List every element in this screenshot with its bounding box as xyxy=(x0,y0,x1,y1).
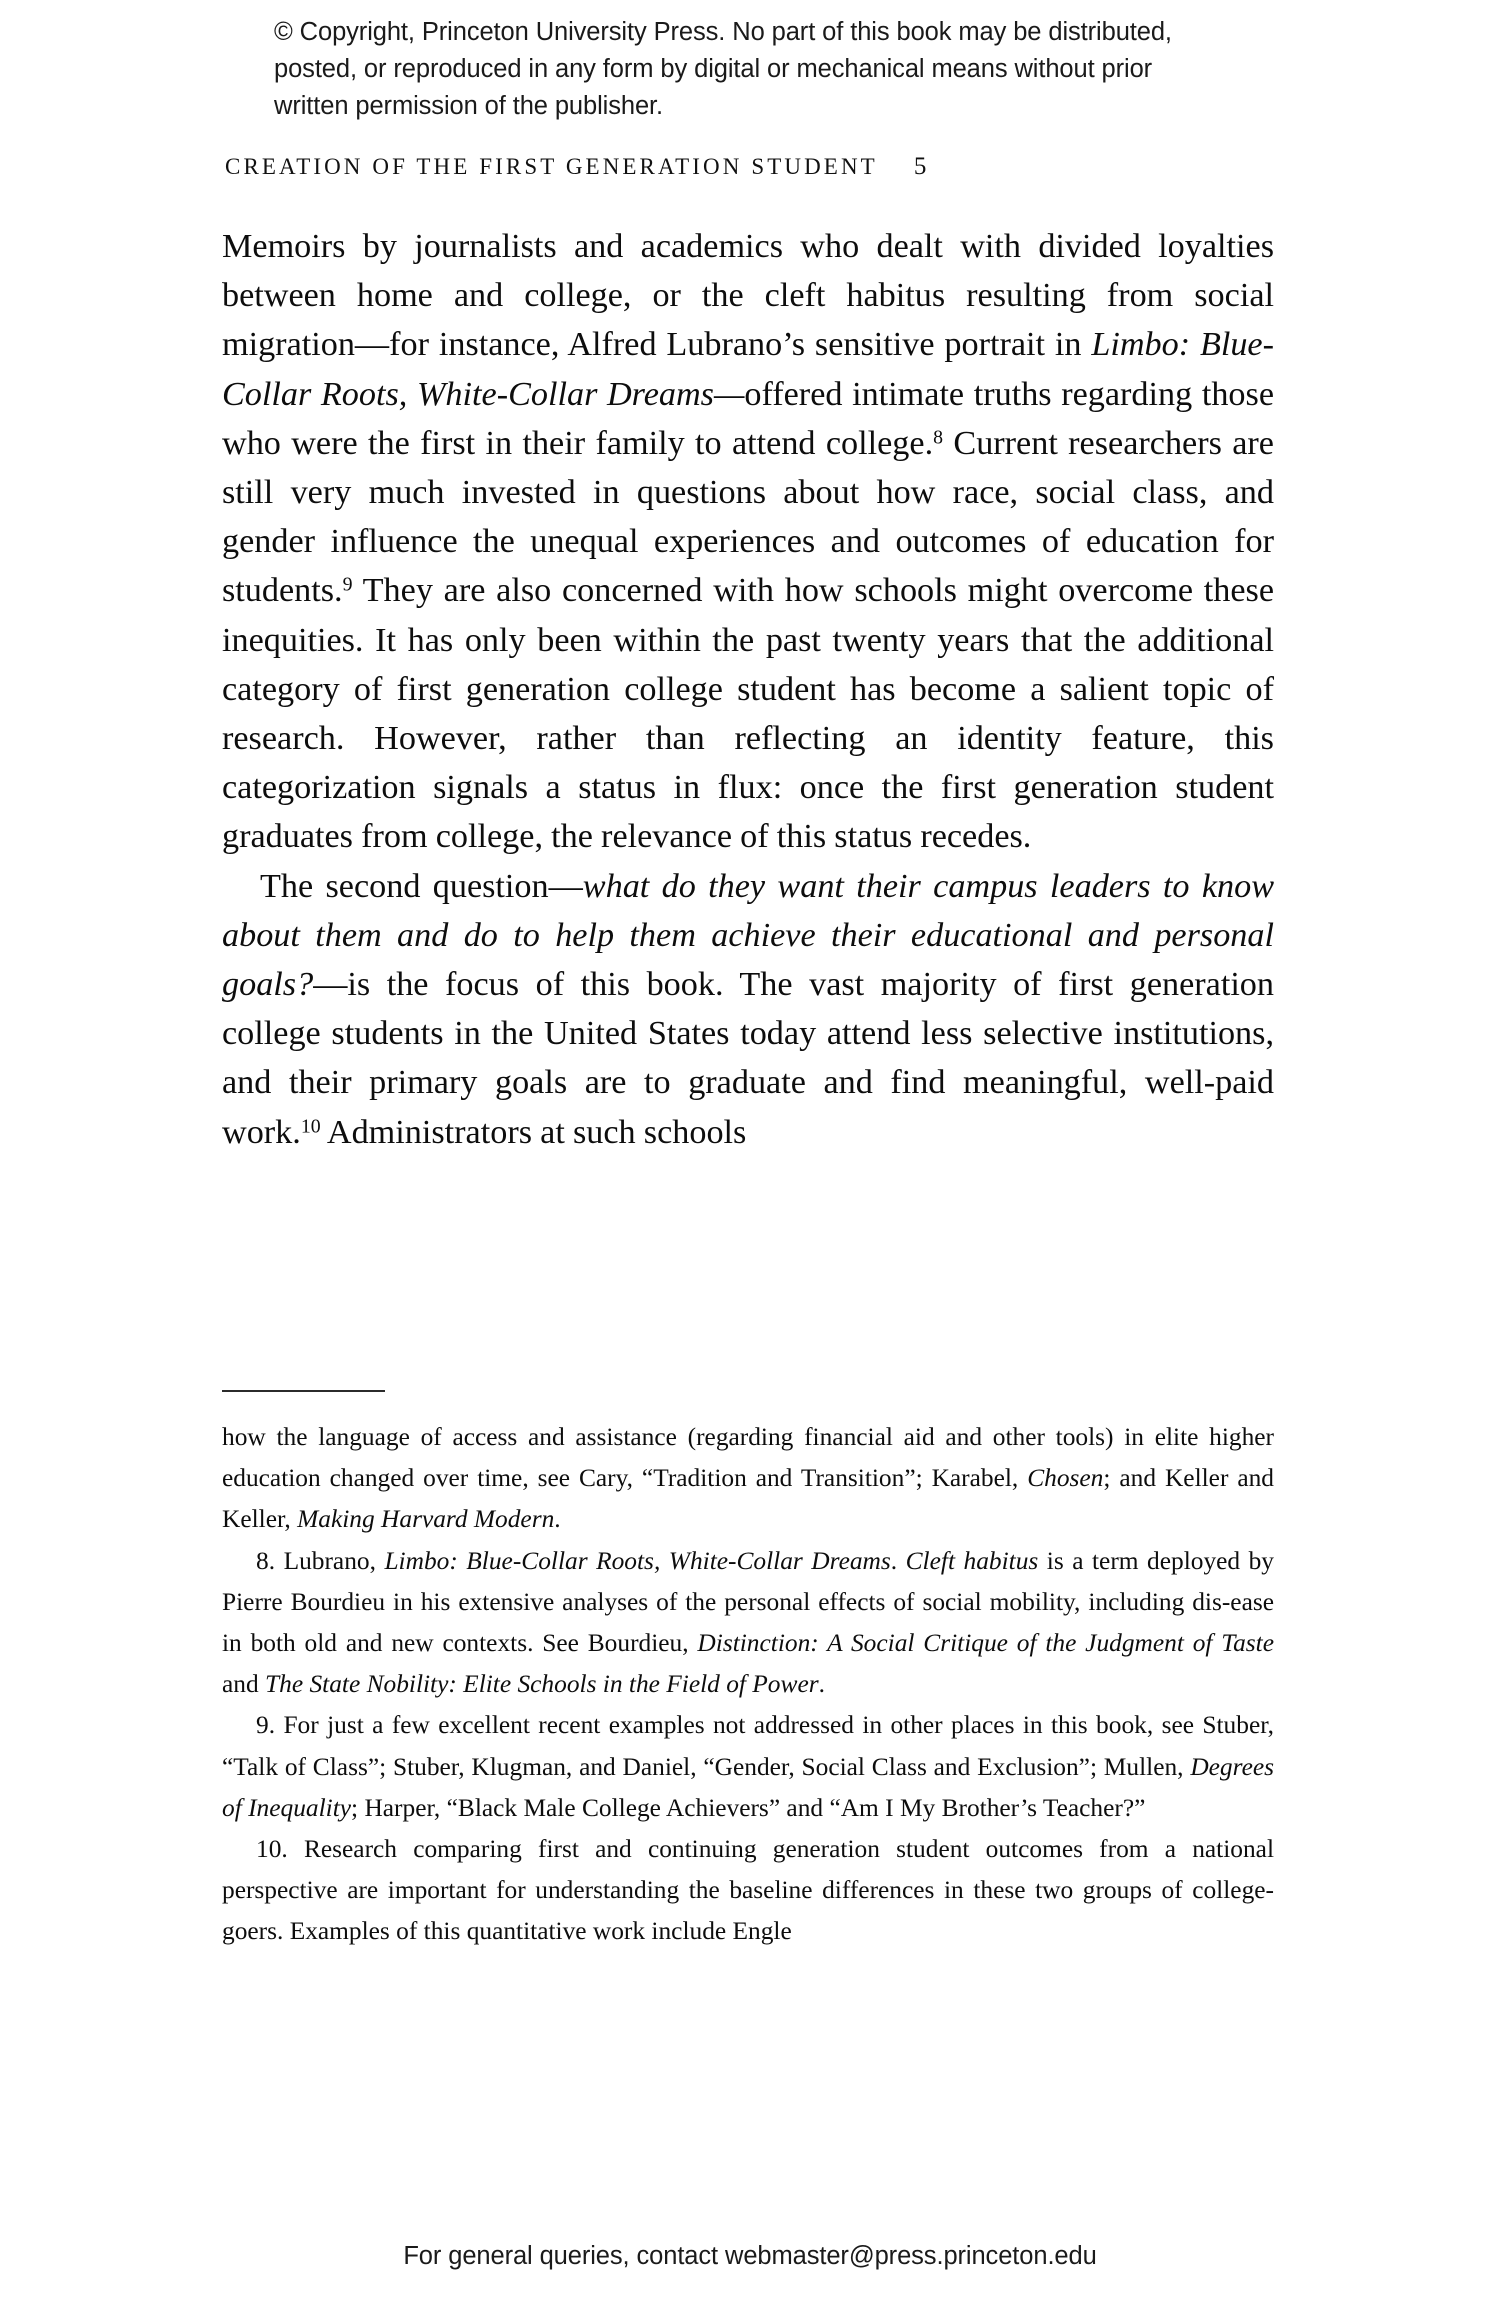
footnote-10 xyxy=(222,1829,1274,1953)
footnote-9-segment-1: For just a few excellent recent examples not addressed in other places in this book, see Stuber, “Talk of Class”; Stuber, Klugman, and Daniel, “Gender, Social Class and Exclusion”; Mullen, xyxy=(222,1711,1275,1781)
footnote-ref-8: 8 xyxy=(933,426,944,449)
paragraph-2-italic-question: what do they want their campus leaders to know about them and do to help them achieve their educational and personal goals? xyxy=(222,867,1274,1004)
footnote-8-segment-7: and xyxy=(222,1670,266,1699)
footer-query-notice: For general queries, contact webmaster@press.princeton.edu xyxy=(403,2242,1097,2270)
footnote-continued-italic-1: Chosen xyxy=(1027,1464,1104,1493)
footnote-continued xyxy=(222,1417,1274,1541)
footnote-8-italic-2: Cleft habitus xyxy=(905,1546,1039,1575)
paragraph-2-segment-1: The second question— xyxy=(260,867,583,905)
paragraph-1-italic-title: Limbo: Blue-Collar Roots, White-Collar Dreams— xyxy=(222,326,1274,413)
running-head xyxy=(225,152,1270,182)
running-head-title: CREATION OF THE FIRST GENERATION STUDENT xyxy=(225,154,878,179)
footnote-8-italic-1: Limbo: Blue-Collar Roots, White-Collar Dreams xyxy=(384,1546,891,1575)
footnote-continued-italic-2: Making Harvard Modern xyxy=(297,1505,555,1534)
footnote-10-segment-1: Research comparing first and continuing generation student outcomes from a national perspective are important for understanding the baseline differences in these two groups of college-goers. Examples of this quantitative work include Engle xyxy=(222,1835,1274,1946)
footnote-separator-rule xyxy=(222,1390,385,1392)
body-text xyxy=(222,222,1274,1157)
footnote-8-italic-3: Distinction: A Social Critique of the Judgment of Taste xyxy=(697,1629,1274,1658)
footnote-9-number: 9. xyxy=(256,1711,284,1740)
footnote-8-segment-5: is a term deployed by Pierre Bourdieu in his extensive analyses of the personal effects of social mobility, including dis-ease in both old and new contexts. See Bourdieu, xyxy=(222,1546,1275,1658)
footnote-8-italic-4: The State Nobility: Elite Schools in the Field of Power xyxy=(265,1670,819,1699)
paragraph-2-segment-3: —is the focus of this book. The vast majority of first generation college students in the United States today attend less selective institutions, and their primary goals are to graduate and find meaningful, well-paid work. xyxy=(222,966,1274,1151)
paragraph-1-segment-4: Current researchers are still very much invested in questions about how race, social class, and gender influence the unequal experiences and outcomes of education for students. xyxy=(222,424,1274,610)
page-number: 5 xyxy=(913,153,927,180)
paragraph-2-segment-4: Administrators at such schools xyxy=(320,1113,747,1151)
footnote-8-segment-3: . xyxy=(890,1546,906,1575)
footnote-8-segment-9: . xyxy=(818,1670,825,1699)
footnote-9-italic-1: Degrees of Inequality xyxy=(222,1752,1274,1822)
footnote-9 xyxy=(222,1705,1274,1829)
footnote-ref-9: 9 xyxy=(342,574,353,597)
body-paragraph-2 xyxy=(222,862,1274,1157)
footnote-10-number: 10. xyxy=(256,1835,304,1864)
paragraph-1-segment-1: Memoirs by journalists and academics who dealt with divided loyalties between home and college, or the cleft habitus resulting from social migration—for instance, Alfred Lubrano’s sensitive portrait in xyxy=(222,228,1274,364)
body-paragraph-1 xyxy=(222,222,1274,862)
footnote-continued-segment-1: how the language of access and assistance (regarding financial aid and other tools) in elite higher education changed over time, see Cary, “Tradition and Transition”; Karabel, xyxy=(222,1423,1274,1493)
footnote-8 xyxy=(222,1541,1274,1706)
paragraph-1-segment-3: offered intimate truths regarding those who were the first in their family to attend college. xyxy=(222,375,1274,462)
footnote-9-segment-3: ; Harper, “Black Male College Achievers” and “Am I My Brother’s Teacher?” xyxy=(351,1793,1146,1822)
footnote-8-segment-1: Lubrano, xyxy=(283,1546,385,1575)
footnote-8-number: 8. xyxy=(256,1546,284,1575)
footnote-ref-10: 10 xyxy=(300,1115,321,1138)
footnote-continued-segment-5: . xyxy=(554,1505,561,1534)
footnote-block xyxy=(222,1417,1274,1953)
copyright-notice: © Copyright, Princeton University Press. No part of this book may be distributed, posted, or reproduced in any form by digital or mechanical means without prior written permission of the publisher. xyxy=(274,18,1172,120)
footnote-continued-segment-3: ; and Keller and Keller, xyxy=(222,1464,1274,1534)
paragraph-1-segment-5: They are also concerned with how schools might overcome these inequities. It has only been within the past twenty years that the additional category of first generation college student has become a salient topic of research. However, rather than reflecting an identity feature, this categorization signals a status in flux: once the first generation student graduates from college, the relevance of this status recedes. xyxy=(222,572,1274,856)
